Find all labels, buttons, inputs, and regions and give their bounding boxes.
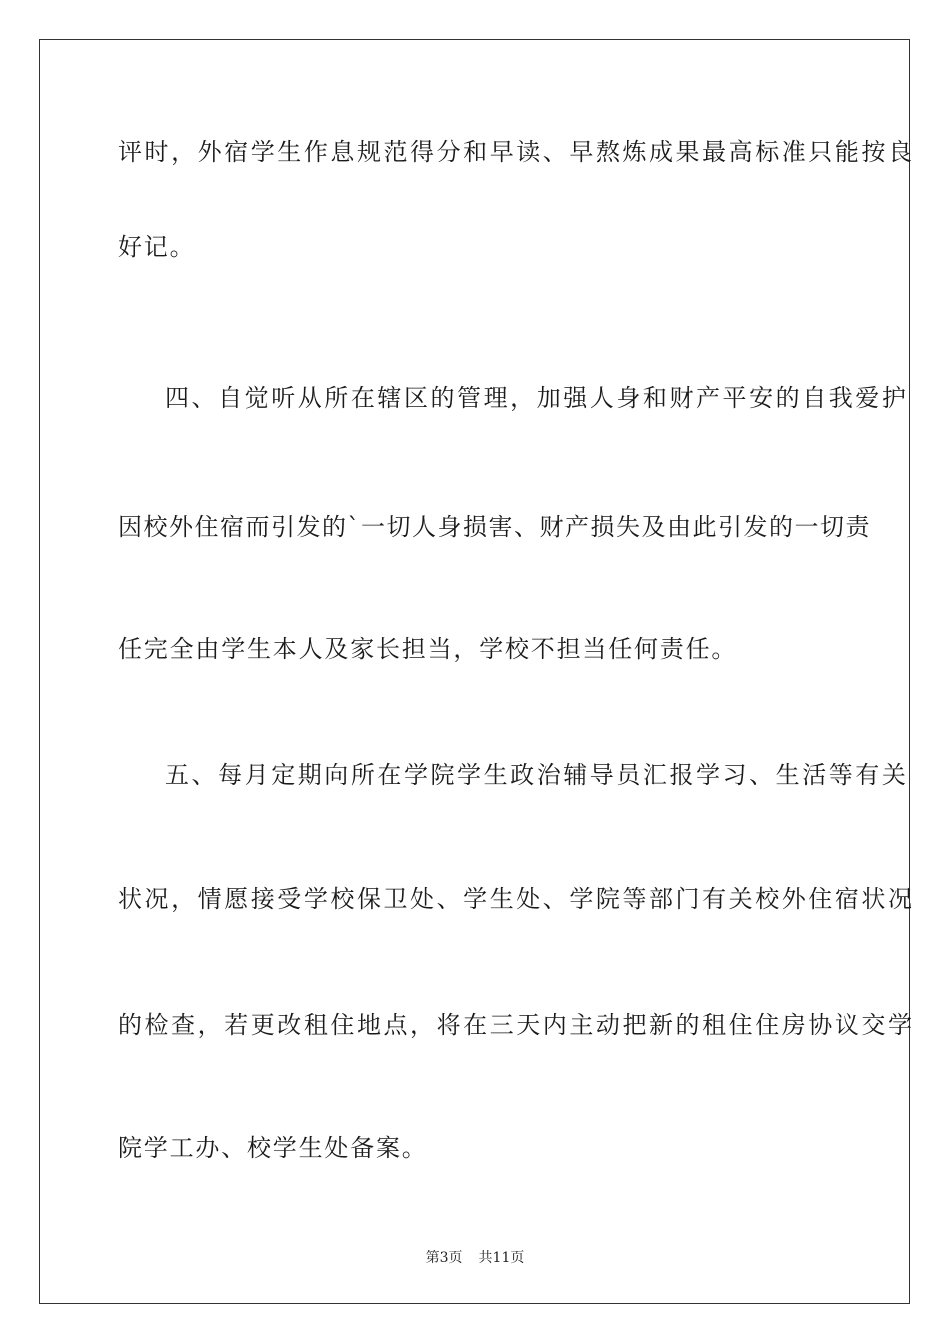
text-line: 任完全由学生本人及家长担当，学校不担当任何责任。 [118,635,738,663]
text-line: 院学工办、校学生处备案。 [118,1134,428,1162]
text-line: 状况，情愿接受学校保卫处、学生处、学院等部门有关校外住宿状况 [118,885,915,913]
text-line: 因校外住宿而引发的`一切人身损害、财产损失及由此引发的一切责 [118,513,871,541]
page-number-current: 第3页 [425,1250,463,1266]
page-frame [39,39,915,1304]
page-number-total: 共11页 [478,1250,525,1266]
paragraph-start-line: 五、每月定期向所在学院学生政治辅导员汇报学习、生活等有关 [165,761,909,789]
text-line: 的检查，若更改租住地点，将在三天内主动把新的租住住房协议交学 [118,1011,915,1039]
text-line: 评时，外宿学生作息规范得分和早读、早熬炼成果最高标准只能按良 [118,138,915,166]
paragraph-start-line: 四、自觉听从所在辖区的管理，加强人身和财产平安的自我爱护 [165,384,909,412]
page-footer [0,1249,950,1267]
text-line: 好记。 [118,233,196,261]
